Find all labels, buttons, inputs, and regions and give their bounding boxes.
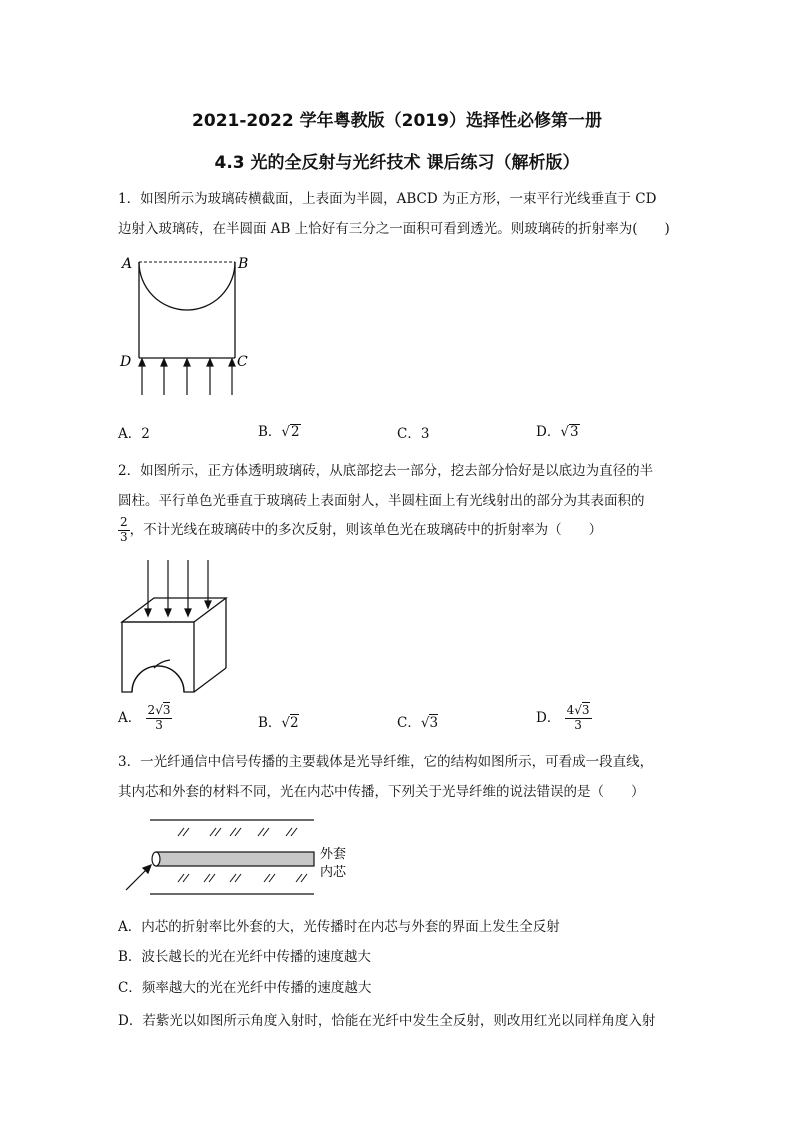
q3-hatch-top xyxy=(178,828,297,836)
document-title: 2021-2022 学年粤教版（2019）选择性必修第一册 xyxy=(192,111,602,131)
q3-hatch-bottom xyxy=(178,874,307,882)
q3-text-line1: 3．一光纤通信中信号传播的主要载体是光导纤维，它的结构如图所示，可看成一段直线， xyxy=(118,754,654,770)
q1-text-line2: 边射入玻璃砖，在半圆面 AB 上恰好有三分之一面积可看到透光。则玻璃砖的折射率为( ) xyxy=(118,221,670,237)
q2-option-b-label: B． xyxy=(258,715,282,731)
q3-option-a[interactable]: A．内芯的折射率比外套的大，光传播时在内芯与外套的界面上发生全反射 xyxy=(118,919,560,935)
q2-option-a-den: 3 xyxy=(155,717,163,732)
q2-option-a[interactable] xyxy=(118,704,172,733)
q2-fraction-den: 3 xyxy=(120,529,128,544)
q2-option-a-label: A． xyxy=(118,709,142,726)
q2-cube-bottom-edge xyxy=(194,668,226,692)
q3-figure xyxy=(118,810,368,905)
q2-option-c[interactable] xyxy=(397,711,438,731)
q2-option-d-label: D． xyxy=(536,709,561,726)
q3-core-rod xyxy=(156,852,314,866)
sqrt-sign-icon: √ xyxy=(281,715,291,731)
q1-text-line1: 1．如图所示为玻璃砖横截面，上表面为半圆，ABCD 为正方形，一束平行光线垂直于 CD xyxy=(118,191,657,207)
q1-label-d: D xyxy=(120,354,132,370)
q2-fraction-num: 2 xyxy=(120,515,128,529)
q1-option-b-value: 2 xyxy=(291,424,300,440)
q3-option-c[interactable]: C．频率越大的光在光纤中传播的速度越大 xyxy=(118,980,372,996)
q2-option-c-value: 3 xyxy=(429,715,439,731)
q3-label-outer: 外套 xyxy=(320,847,347,862)
q1-label-a: A xyxy=(122,256,133,272)
q1-label-b: B xyxy=(238,256,249,272)
q1-option-c[interactable] xyxy=(397,422,429,442)
q1-option-b[interactable] xyxy=(258,420,301,440)
q3-label-inner: 内芯 xyxy=(320,865,347,880)
sqrt-sign-icon: √ xyxy=(560,424,569,440)
q2-option-d-rad: 3 xyxy=(581,703,590,717)
sqrt-sign-icon: √ xyxy=(155,703,163,717)
q1-option-a-value: 2 xyxy=(141,426,150,442)
q1-option-c-label: C． xyxy=(397,426,421,442)
q1-option-a-label: A． xyxy=(118,426,142,442)
q2-option-d-fraction xyxy=(565,704,592,733)
q2-cube-front-face xyxy=(122,622,194,692)
q2-option-b-value: 2 xyxy=(290,715,299,731)
q2-half-cylinder-cut xyxy=(132,666,184,692)
q1-figure xyxy=(118,250,258,400)
q1-option-c-value: 3 xyxy=(420,426,430,442)
q2-light-arrows xyxy=(145,560,211,616)
q1-option-a[interactable] xyxy=(118,422,150,442)
q1-option-d-label: D． xyxy=(536,424,561,440)
q3-option-b[interactable]: B．波长越长的光在光纤中传播的速度越大 xyxy=(118,949,371,965)
q2-text-line3-wrap xyxy=(118,516,602,545)
q2-option-a-rad: 3 xyxy=(162,703,171,717)
q2-text-line3: ，不计光线在玻璃砖中的多次反射，则该单色光在玻璃砖中的折射率为（ ） xyxy=(129,521,603,538)
q3-option-d[interactable]: D．若紫光以如图所示角度入射时，恰能在光纤中发生全反射，则改用红光以同样角度入射 xyxy=(118,1013,656,1029)
q1-semicircle xyxy=(139,262,235,310)
q1-option-d[interactable] xyxy=(536,420,580,440)
q2-option-b[interactable] xyxy=(258,711,299,731)
q3-core-end xyxy=(152,852,160,866)
sqrt-sign-icon: √ xyxy=(420,715,430,731)
q3-text-line2: 其内芯和外套的材料不同，光在内芯中传播，下列关于光导纤维的说法错误的是（ ） xyxy=(118,784,645,800)
q2-option-a-coef: 2 xyxy=(147,703,156,717)
q2-fraction xyxy=(118,516,130,545)
q2-option-d[interactable] xyxy=(536,704,592,733)
q2-figure xyxy=(118,556,248,698)
q2-option-a-fraction xyxy=(146,704,173,733)
sqrt-sign-icon: √ xyxy=(281,424,291,440)
q1-light-arrows xyxy=(139,359,235,395)
q1-option-b-label: B． xyxy=(258,424,282,440)
q1-option-d-value: 3 xyxy=(569,424,579,440)
q2-option-d-coef: 4 xyxy=(566,703,575,717)
q2-option-d-den: 3 xyxy=(574,717,582,732)
document-subtitle: 4.3 光的全反射与光纤技术 课后练习（解析版） xyxy=(214,153,580,173)
q2-text-line2: 圆柱。平行单色光垂直于玻璃砖上表面射人，半圆柱面上有光线射出的部分为其表面积的 xyxy=(118,493,645,509)
q2-option-c-label: C． xyxy=(397,715,421,731)
q3-incident-arrow xyxy=(126,865,151,890)
sqrt-sign-icon: √ xyxy=(574,703,582,717)
q1-label-c: C xyxy=(237,354,248,370)
q2-text-line1: 2．如图所示，正方体透明玻璃砖，从底部挖去一部分，挖去部分恰好是以底边为直径的半 xyxy=(118,463,654,479)
